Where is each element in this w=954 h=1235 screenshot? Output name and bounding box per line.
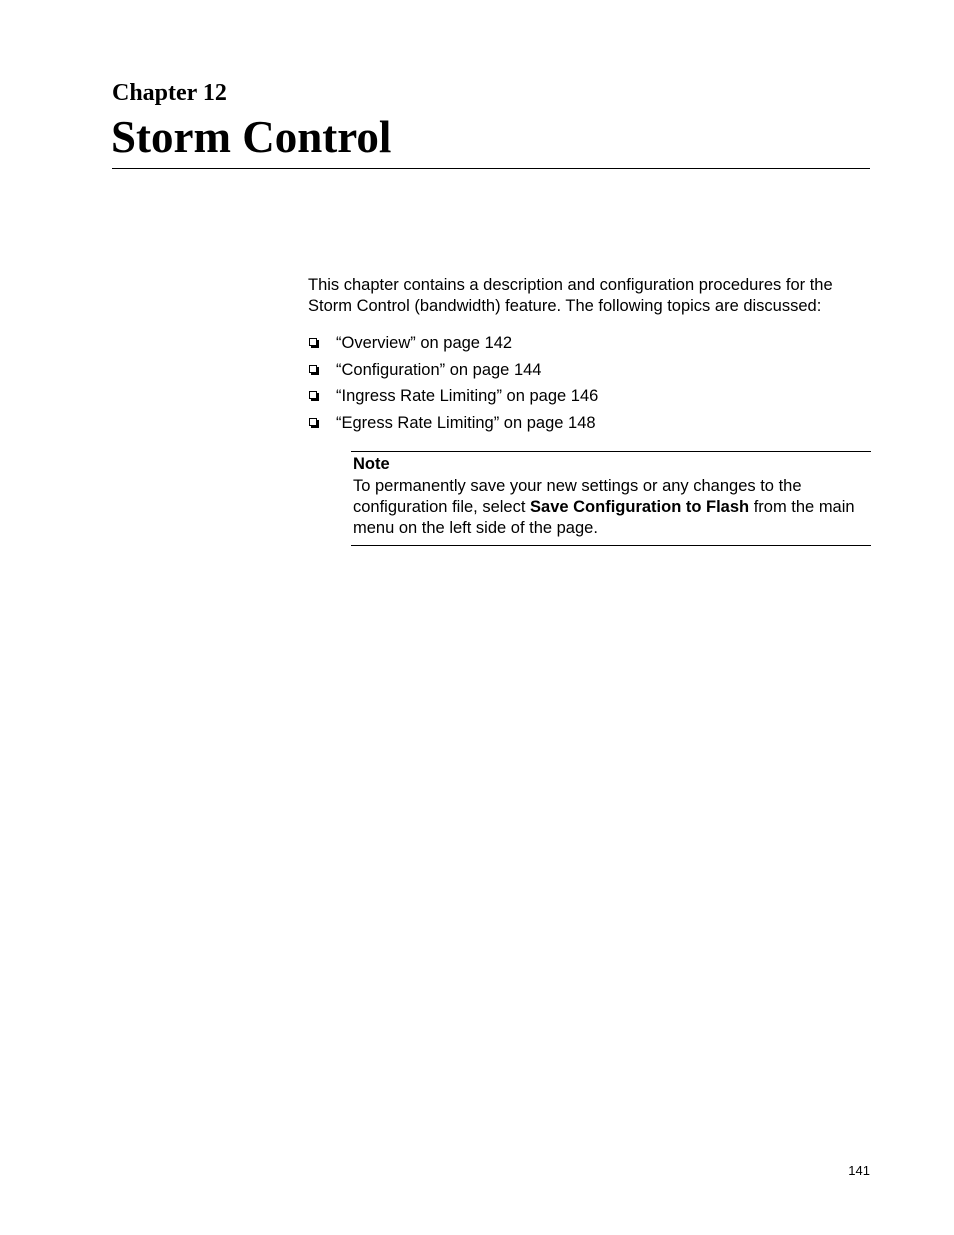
note-body bbox=[353, 476, 871, 539]
topic-item-overview bbox=[308, 333, 870, 360]
note-box bbox=[351, 451, 871, 546]
checkbox-bullet-icon bbox=[309, 338, 317, 346]
topic-link-egress-rate-limiting[interactable]: “Egress Rate Limiting” on page 148 bbox=[336, 414, 596, 433]
page-number: 141 bbox=[848, 1163, 870, 1178]
note-text-before: To permanently save your new settings or any changes to the configuration file, select bbox=[353, 477, 802, 516]
checkbox-bullet-icon bbox=[309, 418, 317, 426]
chapter-title: Storm Control bbox=[111, 112, 392, 162]
topic-item-configuration bbox=[308, 360, 870, 387]
topic-item-ingress-rate-limiting bbox=[308, 386, 870, 413]
checkbox-bullet-icon bbox=[309, 391, 317, 399]
topic-link-configuration[interactable]: “Configuration” on page 144 bbox=[336, 360, 542, 379]
chapter-label: Chapter 12 bbox=[112, 80, 227, 106]
topic-link-ingress-rate-limiting[interactable]: “Ingress Rate Limiting” on page 146 bbox=[336, 387, 599, 406]
title-divider bbox=[112, 168, 870, 169]
note-heading: Note bbox=[353, 455, 390, 473]
note-text-after: from the main menu on the left side of the page. bbox=[353, 498, 855, 537]
intro-paragraph: This chapter contains a description and configuration procedures for the Storm Control (bandwidth) feature. The following topics are discussed: bbox=[308, 276, 833, 315]
note-emphasis: Save Configuration to Flash bbox=[530, 498, 750, 516]
topic-list bbox=[308, 333, 870, 440]
topic-item-egress-rate-limiting bbox=[308, 413, 870, 440]
checkbox-bullet-icon bbox=[309, 365, 317, 373]
topic-link-overview[interactable]: “Overview” on page 142 bbox=[336, 334, 513, 352]
